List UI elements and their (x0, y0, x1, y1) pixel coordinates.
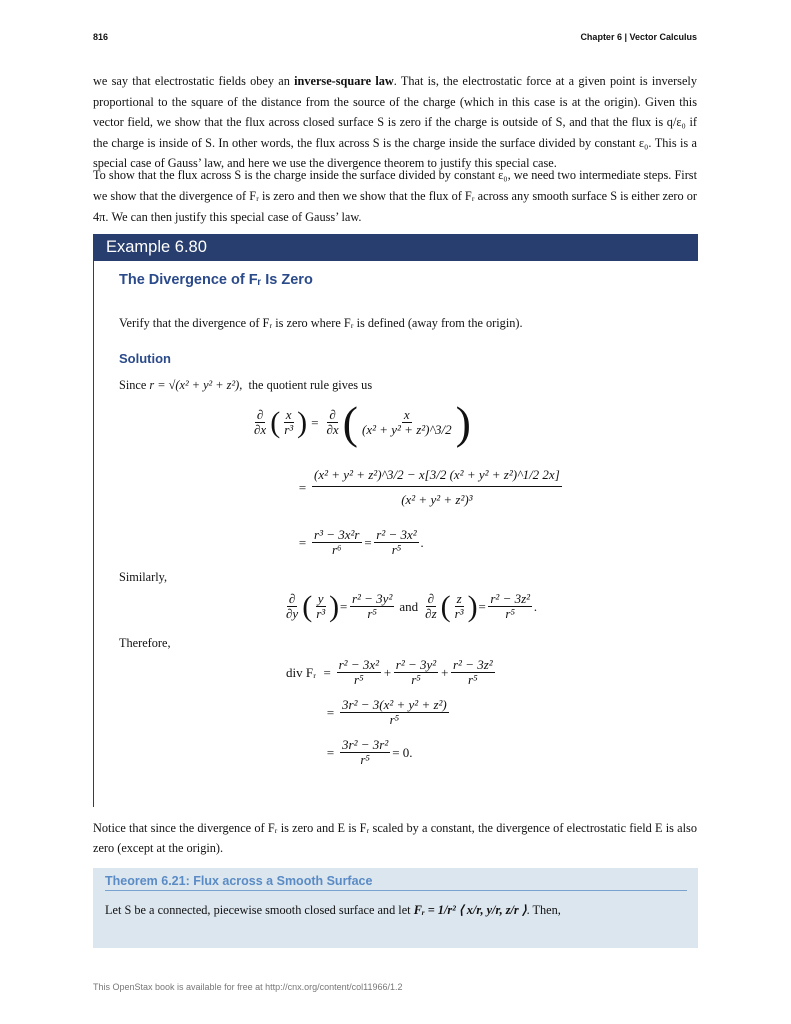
equation-div-row1: div Fᵣ = r² − 3x² r⁵ + r² − 3y² r⁵ + r² − 3z² r⁵ (286, 657, 493, 687)
example-header (93, 234, 698, 261)
notice-paragraph: Notice that since the divergence of Fᵣ is zero and E is Fᵣ scaled by a constant, the divergence of electrostatic field E is also zero (except at the origin). (93, 821, 697, 855)
math: ∂x (326, 422, 339, 437)
text: the quotient rule gives us (248, 378, 373, 392)
intro-paragraph-1 (93, 71, 697, 174)
equation-quotient-row2: = (x² + y² + z²)^3/2 − x[3/2 (x² + y² + z²)^1/2 2x] (x² + y² + z²)³ (298, 467, 560, 507)
math: r⁵ (468, 672, 478, 687)
example-prompt: Verify that the divergence of Fᵣ is zero where Fᵣ is defined (away from the origin). (119, 316, 523, 330)
math: ∂ (256, 407, 264, 422)
term-inverse-square-law: inverse-square law (294, 74, 394, 88)
example-title: The Divergence of Fᵣ Is Zero (119, 272, 313, 288)
intro-paragraph-2: To show that the flux across S is the charge inside the surface divided by constant ε₀, we need two intermediate steps. First we show that the divergence of Fᵣ is zero and then we show that the flux of Fᵣ across any smooth surface S is either zero or 4π. We can then justify this special case of Gauss’ law. (93, 168, 697, 224)
math: r² − 3z² (452, 657, 493, 672)
math: 3r² − 3r² (342, 737, 389, 752)
math: r⁶ (331, 542, 342, 557)
math: div Fᵣ (286, 664, 317, 680)
math: x (285, 407, 292, 422)
math: r³ − 3x²r (314, 527, 360, 542)
footer-note: This OpenStax book is available for free at http://cnx.org/content/col11966/1.2 (93, 982, 403, 992)
math: = 0. (392, 744, 413, 760)
math: ∂z (425, 606, 437, 621)
equation-div-row2: = 3r² − 3(x² + y² + z²) r⁵ (326, 697, 447, 727)
page-number: 816 (93, 32, 109, 42)
theorem-title: Theorem 6.21: Flux across a Smooth Surface (105, 874, 373, 888)
math: (x² + y² + z²)³ (401, 492, 473, 507)
math: ∂y (286, 606, 299, 621)
math: r² − 3x² (338, 657, 380, 672)
math: r⁵ (354, 672, 364, 687)
flux-field-equation: Fᵣ = 1/r² ⟨ x/r, y/r, z/r ⟩ (413, 903, 527, 917)
math: r³ (316, 606, 326, 621)
math: (x² + y² + z²)^3/2 − x[3/2 (x² + y² + z²)^1/2 2x] (312, 468, 562, 487)
theorem-statement (105, 903, 561, 918)
math: ∂ (329, 407, 336, 422)
math: r² − 3x² (376, 527, 417, 542)
math: r² − 3y² (351, 591, 393, 606)
math: y (317, 591, 324, 606)
math: r⁵ (360, 752, 370, 767)
math: z (456, 591, 462, 606)
similarly-label: Similarly, (119, 570, 168, 584)
solution-heading: Solution (119, 351, 171, 366)
math: r⁵ (389, 712, 400, 727)
math: r³ (284, 422, 294, 437)
equation-quotient-row3: = r³ − 3x²r r⁶ = r² − 3x² r⁵ . (298, 527, 424, 557)
text: Let S be a connected, piecewise smooth closed surface and let (105, 903, 411, 917)
math: (x² + y² + z²)^3/2 (361, 422, 452, 437)
math: r⁵ (411, 672, 421, 687)
text: Since (119, 378, 147, 392)
equation-div-row3: = $\frac{\text{3r² − 3r²}}{\text{r⁵}}$ = 0. (326, 737, 413, 767)
math: ∂ (427, 591, 435, 606)
theorem-divider (105, 890, 687, 891)
since-line (119, 377, 679, 393)
math: r⁵ (367, 606, 377, 621)
math: r² − 3y² (395, 657, 437, 672)
equation-quotient-row1: ∂ ∂x ( x r³ ) = ∂ ∂x ( x (x² + y² + z²)^3/2 ) (254, 396, 471, 448)
chapter-title: Chapter 6 | Vector Calculus (580, 32, 697, 42)
therefore-label: Therefore, (119, 636, 171, 650)
text: and (399, 598, 419, 614)
math: r³ (454, 606, 464, 621)
math: 3r² − 3(x² + y² + z²) (342, 697, 447, 712)
text: . That is, the electrostatic force at a given point is inversely proportional to the square of the distance from the source of the charge (which in this case is at the origin). Given this vector field, we show that the flux across closed surface S is zero if the charge is outside of S, and that the flux is q/ε₀ if the charge is inside of S. In other words, the flux across S is the charge inside the surface divided by constant ε₀. This is a special case of Gauss’ law, and here we use the divergence theorem to justify this special case. (93, 74, 697, 170)
math: ∂x (254, 422, 267, 437)
text: . Then, (526, 903, 561, 917)
example-label: Example 6.80 (106, 238, 207, 256)
math: ∂ (288, 591, 296, 606)
math: x (403, 407, 410, 422)
math: r² − 3z² (490, 591, 531, 606)
r-definition-equation: r = √(x² + y² + z²), (149, 378, 243, 392)
text: we say that electrostatic fields obey an (93, 74, 295, 88)
theorem-box (93, 868, 698, 948)
math: r⁵ (391, 542, 402, 557)
example-border (93, 261, 94, 807)
equation-similarly: ∂ ∂y ( y r³ ) = r² − 3y² r⁵ and ∂ ∂z ( z r³ ) = r² − 3z² r⁵ . (286, 589, 538, 623)
math: r⁵ (505, 606, 516, 621)
